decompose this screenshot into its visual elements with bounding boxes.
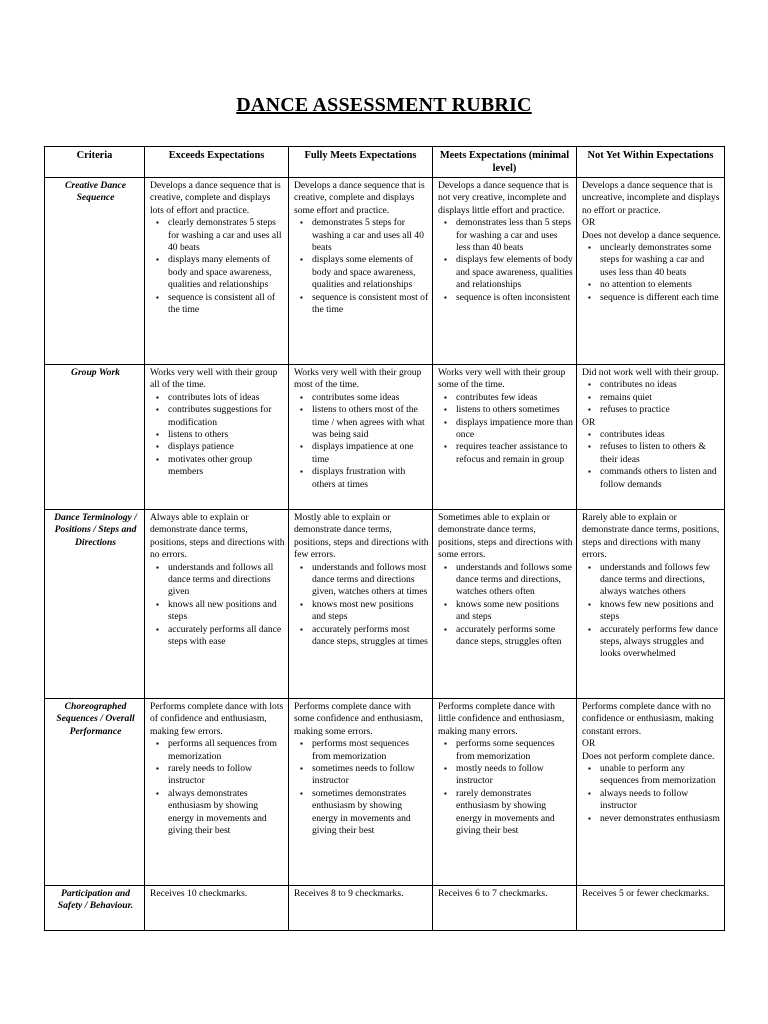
bullet-item: ▪ understands and follows some dance terms and directions, watches others often [456,562,573,599]
cell-exceeds [145,178,289,365]
criteria-bullet-list [438,217,573,304]
bullet-item: ▪ contributes suggestions for modification [168,404,285,429]
cell-description: Works very well with their group some of the time. [438,367,566,391]
cell-description: Performs complete dance with no confidence or enthusiasm, making constant errors. [582,701,714,737]
bullet-item: ▪ clearly demonstrates 5 steps for washing a car and uses all 40 beats [168,217,285,254]
cell-exceeds [145,365,289,510]
bullet-item: ▪ sometimes needs to follow instructor [312,763,429,788]
bullet-item: ▪ sequence is often inconsistent [456,292,573,304]
bullet-item: ▪ understands and follows all dance terms and directions given [168,562,285,599]
criteria-bullet-list [150,392,285,479]
bullet-item: ▪ displays impatience more than once [456,417,573,442]
bullet-item: ▪ sequence is different each time [600,292,721,304]
rubric-table [44,146,725,931]
cell-meets [433,699,577,886]
bullet-item: ▪ displays impatience at one time [312,441,429,466]
rubric-row [45,365,725,510]
bullet-item: ▪ understands and follows most dance terms and directions given, watches others at times [312,562,429,599]
bullet-item: ▪ unclearly demonstrates some steps for washing a car and uses less than 40 beats [600,242,721,279]
cell-not-yet [577,886,725,931]
criteria-bullet-list [582,562,721,661]
criteria-bullet-list [150,738,285,837]
header-meets: Meets Expectations (minimal level) [433,147,577,178]
bullet-item: ▪ always needs to follow instructor [600,788,721,813]
criteria-bullet-list [150,217,285,316]
criteria-bullet-list [150,562,285,649]
bullet-item: ▪ displays many elements of body and space awareness, qualities and relationships [168,254,285,291]
header-exceeds: Exceeds Expectations [145,147,289,178]
bullet-item: ▪ remains quiet [600,392,721,404]
header-fully-meets: Fully Meets Expectations [289,147,433,178]
bullet-item: ▪ displays few elements of body and space awareness, qualities and relationships [456,254,573,291]
bullet-item: ▪ sequence is consistent most of the time [312,292,429,317]
cell-description: Receives 10 checkmarks. [150,888,248,899]
bullet-item: ▪ understands and follows few dance terms and directions, always watches others [600,562,721,599]
cell-meets [433,886,577,931]
bullet-item: ▪ motivates other group members [168,454,285,479]
criteria-label: Creative Dance Sequence [45,178,145,365]
cell-description: Always able to explain or demonstrate dance terms, positions, steps and directions with no errors. [150,512,285,561]
criteria-label: Dance Terminology / Positions / Steps and Directions [45,510,145,699]
criteria-bullet-list [294,392,429,491]
bullet-item: ▪ always demonstrates enthusiasm by showing energy in movements and giving their best [168,788,285,838]
cell-description: Performs complete dance with little confidence and enthusiasm, making many errors. [438,701,565,737]
criteria-bullet-list [582,763,721,825]
bullet-item: ▪ listens to others sometimes [456,404,573,416]
criteria-bullet-list [294,562,429,649]
rubric-row [45,510,725,699]
rubric-row [45,699,725,886]
cell-description: Receives 8 to 9 checkmarks. [294,888,404,899]
cell-fully-meets [289,178,433,365]
cell-description: Works very well with their group most of the time. [294,367,422,391]
cell-not-yet [577,510,725,699]
bullet-item: ▪ unable to perform any sequences from memorization [600,763,721,788]
bullet-item: ▪ contributes few ideas [456,392,573,404]
header-criteria: Criteria [45,147,145,178]
criteria-bullet-list [294,217,429,316]
bullet-item: ▪ refuses to practice [600,404,721,416]
bullet-item: ▪ displays patience [168,441,285,453]
bullet-item: ▪ displays some elements of body and space awareness, qualities and relationships [312,254,429,291]
cell-fully-meets [289,365,433,510]
alternate-note: Does not perform complete dance. [582,750,715,762]
cell-exceeds [145,886,289,931]
bullet-item: ▪ listens to others most of the time / when agrees with what was being said [312,404,429,441]
cell-description: Develops a dance sequence that is not very creative, incomplete and displays little effort and practice. [438,180,569,216]
bullet-item: ▪ contributes ideas [600,429,721,441]
cell-meets [433,178,577,365]
cell-description: Develops a dance sequence that is uncreative, incomplete and displays no effort or practice. [582,180,720,216]
bullet-item: ▪ demonstrates 5 steps for washing a car and uses all 40 beats [312,217,429,254]
bullet-item: ▪ sometimes demonstrates enthusiasm by showing energy in movements and giving their best [312,788,429,838]
alternate-note: OR [582,416,596,428]
criteria-bullet-list [438,392,573,466]
cell-meets [433,365,577,510]
bullet-item: ▪ knows all new positions and steps [168,599,285,624]
criteria-label: Participation and Safety / Behaviour. [45,886,145,931]
cell-fully-meets [289,886,433,931]
bullet-item: ▪ contributes no ideas [600,379,721,391]
bullet-item: ▪ listens to others [168,429,285,441]
criteria-bullet-list [438,562,573,649]
bullet-item: ▪ rarely demonstrates enthusiasm by showing energy in movements and giving their best [456,788,573,838]
header-row [45,147,725,178]
cell-exceeds [145,510,289,699]
bullet-item: ▪ displays frustration with others at times [312,466,429,491]
cell-description: Receives 6 to 7 checkmarks. [438,888,548,899]
bullet-item: ▪ knows few new positions and steps [600,599,721,624]
bullet-item: ▪ performs most sequences from memorization [312,738,429,763]
criteria-label: Choreographed Sequences / Overall Performance [45,699,145,886]
bullet-item: ▪ requires teacher assistance to refocus and remain in group [456,441,573,466]
bullet-item: ▪ accurately performs few dance steps, always struggles and looks overwhelmed [600,624,721,661]
cell-description: Performs complete dance with lots of confidence and enthusiasm, making few errors. [150,701,284,737]
cell-meets [433,510,577,699]
criteria-bullet-list [294,738,429,837]
bullet-item: ▪ knows some new positions and steps [456,599,573,624]
bullet-item: ▪ commands others to listen and follow demands [600,466,721,491]
criteria-bullet-list [582,242,721,304]
bullet-item: ▪ demonstrates less than 5 steps for washing a car and uses less than 40 beats [456,217,573,254]
bullet-item: ▪ contributes some ideas [312,392,429,404]
criteria-bullet-list [582,379,721,416]
bullet-item: ▪ sequence is consistent all of the time [168,292,285,317]
alternate-note: Does not develop a dance sequence. [582,229,721,241]
document-title: DANCE ASSESSMENT RUBRIC [236,94,532,116]
cell-not-yet [577,699,725,886]
bullet-item: ▪ accurately performs most dance steps, struggles at times [312,624,429,649]
cell-not-yet [577,365,725,510]
bullet-item: ▪ mostly needs to follow instructor [456,763,573,788]
cell-description: Works very well with their group all of the time. [150,367,278,391]
cell-description: Rarely able to explain or demonstrate dance terms, positions, steps and directions with many errors. [582,512,720,561]
alternate-note: OR [582,217,596,229]
cell-exceeds [145,699,289,886]
bullet-item: ▪ accurately performs some dance steps, struggles often [456,624,573,649]
cell-description: Mostly able to explain or demonstrate dance terms, positions, steps and directions with few errors. [294,512,429,561]
cell-description: Develops a dance sequence that is creative, complete and displays lots of effort and practice. [150,180,281,216]
criteria-label: Group Work [45,365,145,510]
bullet-item: ▪ performs some sequences from memorization [456,738,573,763]
cell-not-yet [577,178,725,365]
cell-description: Performs complete dance with some confidence and enthusiasm, making some errors. [294,701,423,737]
cell-fully-meets [289,699,433,886]
criteria-bullet-list [582,429,721,491]
bullet-item: ▪ performs all sequences from memorization [168,738,285,763]
rubric-row [45,886,725,931]
cell-description: Receives 5 or fewer checkmarks. [582,888,710,899]
cell-description: Did not work well with their group. [582,367,719,378]
bullet-item: ▪ rarely needs to follow instructor [168,763,285,788]
alternate-note: OR [582,738,596,750]
bullet-item: ▪ no attention to elements [600,279,721,291]
bullet-item: ▪ accurately performs all dance steps with ease [168,624,285,649]
rubric-row [45,178,725,365]
criteria-bullet-list [438,738,573,837]
bullet-item: ▪ knows most new positions and steps [312,599,429,624]
bullet-item: ▪ contributes lots of ideas [168,392,285,404]
bullet-item: ▪ refuses to listen to others & their ideas [600,441,721,466]
cell-fully-meets [289,510,433,699]
header-not-yet: Not Yet Within Expectations [577,147,725,178]
cell-description: Sometimes able to explain or demonstrate dance terms, positions, steps and directions with some errors. [438,512,573,561]
bullet-item: ▪ never demonstrates enthusiasm [600,813,721,825]
cell-description: Develops a dance sequence that is creative, complete and displays some effort and practice. [294,180,425,216]
